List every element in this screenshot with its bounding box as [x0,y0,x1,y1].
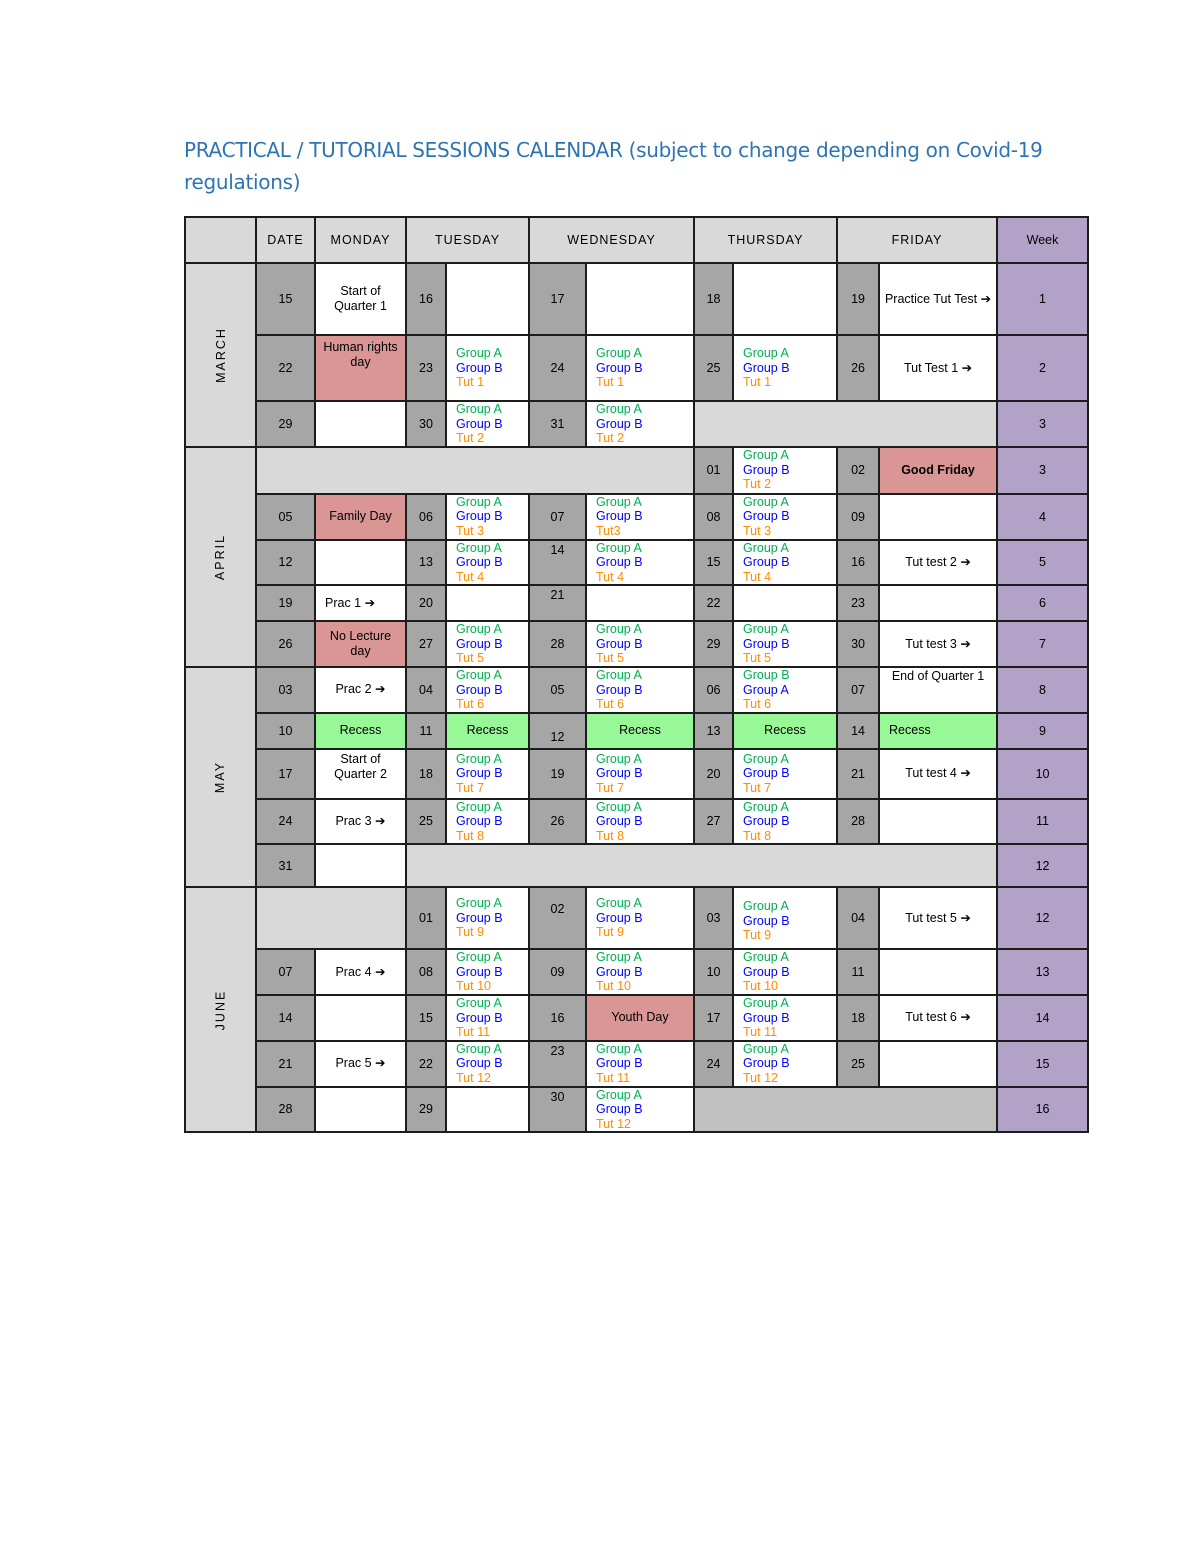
table-row [185,799,1088,845]
group-cell: Group A Group B Tut 9 [733,887,837,949]
recess-cell: Recess [879,713,997,749]
event-tut-test-6: Tut test 6 ➔ [879,995,997,1041]
group-cell: Group A Group B Tut3 [586,494,694,540]
corner-cell [185,217,256,263]
group-cell: Group A Group B Tut 1 [446,335,529,401]
week-number: 11 [997,799,1088,845]
week-number: 2 [997,335,1088,401]
event-tut-test-2: Tut test 2 ➔ [879,540,997,586]
header-monday: MONDAY [315,217,406,263]
group-cell: Group A Group B Tut 10 [733,949,837,995]
event-tut-test-5: Tut test 5 ➔ [879,887,997,949]
week-number: 16 [997,1087,1088,1133]
week-number: 8 [997,667,1088,713]
empty-cell [315,401,406,447]
recess-cell: Recess [586,713,694,749]
group-cell: Group B Group A Tut 6 [733,667,837,713]
group-cell: Group A Group B Tut 1 [586,335,694,401]
date-cell: 25 [406,799,446,845]
date-cell: 16 [529,995,586,1041]
group-cell: Group A Group B Tut 5 [446,621,529,667]
date-cell: 10 [694,949,733,995]
empty-cell [879,949,997,995]
group-cell: Group A Group B Tut 8 [586,799,694,845]
week-number: 6 [997,585,1088,621]
date-cell: 13 [694,713,733,749]
date-cell: 21 [837,749,879,799]
date-cell: 09 [837,494,879,540]
date-cell: 12 [256,540,315,586]
date-cell: 16 [837,540,879,586]
group-cell: Group A Group B Tut 2 [446,401,529,447]
table-row [185,713,1088,749]
event-prac-3: Prac 3 ➔ [315,799,406,845]
date-cell: 28 [256,1087,315,1133]
recess-cell: Recess [315,713,406,749]
empty-cell [315,995,406,1041]
group-cell: Group A Group B Tut 8 [733,799,837,845]
empty-cell [733,585,837,621]
date-cell: 05 [529,667,586,713]
month-june: JUNE [185,887,256,1132]
table-row [185,667,1088,713]
event-tut-test-3: Tut test 3 ➔ [879,621,997,667]
date-cell: 23 [406,335,446,401]
empty-cell [446,585,529,621]
table-row [185,585,1088,621]
date-cell: 03 [694,887,733,949]
table-row [185,844,1088,887]
week-number: 5 [997,540,1088,586]
event-human-rights-day: Human rights day [315,335,406,401]
date-cell: 02 [529,887,586,949]
month-march: MARCH [185,263,256,447]
date-cell: 19 [256,585,315,621]
date-cell: 25 [837,1041,879,1087]
date-cell: 26 [837,335,879,401]
date-cell: 31 [256,844,315,887]
date-cell: 07 [529,494,586,540]
group-cell: Group A Group B Tut 3 [446,494,529,540]
date-cell: 08 [694,494,733,540]
group-cell: Group A Group B Tut 2 [733,447,837,494]
date-cell: 24 [694,1041,733,1087]
empty-span-cell [256,447,694,494]
week-number: 15 [997,1041,1088,1087]
date-cell: 18 [406,749,446,799]
group-cell: Group A Group B Tut 9 [446,887,529,949]
empty-cell [315,844,406,887]
date-cell: 30 [406,401,446,447]
header-tuesday: TUESDAY [406,217,529,263]
date-cell: 30 [837,621,879,667]
recess-cell: Recess [733,713,837,749]
date-cell: 11 [406,713,446,749]
empty-cell [586,263,694,335]
date-cell: 19 [837,263,879,335]
date-cell: 16 [406,263,446,335]
month-april: APRIL [185,447,256,668]
event-good-friday: Good Friday [879,447,997,494]
header-wednesday: WEDNESDAY [529,217,694,263]
group-cell: Group A Group B Tut 4 [586,540,694,586]
date-cell: 12 [529,713,586,749]
event-end-quarter-1: End of Quarter 1 [879,667,997,713]
group-cell: Group A Group B Tut 11 [446,995,529,1041]
group-cell: Group A Group B Tut 7 [586,749,694,799]
table-row [185,335,1088,401]
date-cell: 18 [694,263,733,335]
empty-span-cell [406,844,997,887]
recess-cell: Recess [446,713,529,749]
date-cell: 25 [694,335,733,401]
event-practice-tut-test: Practice Tut Test ➔ [879,263,997,335]
date-cell: 28 [837,799,879,845]
date-cell: 07 [837,667,879,713]
date-cell: 28 [529,621,586,667]
group-cell: Group A Group B Tut 12 [733,1041,837,1087]
week-number: 12 [997,844,1088,887]
header-row [185,217,1088,263]
group-cell: Group A Group B Tut 7 [446,749,529,799]
event-prac-4: Prac 4 ➔ [315,949,406,995]
week-number: 12 [997,887,1088,949]
event-tut-test-4: Tut test 4 ➔ [879,749,997,799]
date-cell: 08 [406,949,446,995]
event-prac-1: Prac 1 ➔ [315,585,406,621]
week-number: 13 [997,949,1088,995]
table-row [185,749,1088,799]
empty-cell [879,585,997,621]
group-cell: Group A Group B Tut 2 [586,401,694,447]
group-cell: Group A Group B Tut 7 [733,749,837,799]
table-row [185,995,1088,1041]
group-cell: Group A Group B Tut 6 [446,667,529,713]
group-cell: Group A Group B Tut 4 [733,540,837,586]
date-cell: 01 [406,887,446,949]
week-number: 9 [997,713,1088,749]
date-cell: 24 [256,799,315,845]
empty-cell [733,263,837,335]
date-cell: 06 [406,494,446,540]
group-cell: Group A Group B Tut 9 [586,887,694,949]
date-cell: 23 [837,585,879,621]
week-number: 1 [997,263,1088,335]
date-cell: 29 [406,1087,446,1133]
table-row [185,401,1088,447]
date-cell: 20 [694,749,733,799]
date-cell: 18 [837,995,879,1041]
date-cell: 15 [256,263,315,335]
date-cell: 09 [529,949,586,995]
date-cell: 02 [837,447,879,494]
date-cell: 13 [406,540,446,586]
date-cell: 26 [529,799,586,845]
table-row [185,494,1088,540]
empty-span-cell [694,1087,997,1133]
date-cell: 14 [837,713,879,749]
date-cell: 22 [694,585,733,621]
date-cell: 30 [529,1087,586,1133]
date-cell: 29 [256,401,315,447]
month-may: MAY [185,667,256,887]
empty-cell [879,799,997,845]
event-prac-2: Prac 2 ➔ [315,667,406,713]
group-cell: Group A Group B Tut 3 [733,494,837,540]
event-prac-5: Prac 5 ➔ [315,1041,406,1087]
group-cell: Group A Group B Tut 1 [733,335,837,401]
group-cell: Group A Group B Tut 11 [733,995,837,1041]
date-cell: 14 [256,995,315,1041]
table-row [185,263,1088,335]
date-cell: 21 [256,1041,315,1087]
empty-cell [446,263,529,335]
date-cell: 27 [406,621,446,667]
date-cell: 06 [694,667,733,713]
week-number: 3 [997,447,1088,494]
date-cell: 22 [256,335,315,401]
empty-cell [446,1087,529,1133]
date-cell: 24 [529,335,586,401]
header-week: Week [997,217,1088,263]
table-row [185,949,1088,995]
group-cell: Group A Group B Tut 12 [446,1041,529,1087]
week-number: 10 [997,749,1088,799]
date-cell: 27 [694,799,733,845]
date-cell: 29 [694,621,733,667]
date-cell: 01 [694,447,733,494]
group-cell: Group A Group B Tut 4 [446,540,529,586]
date-cell: 05 [256,494,315,540]
sessions-calendar-table [184,216,1089,1133]
empty-cell [879,494,997,540]
date-cell: 07 [256,949,315,995]
date-cell: 03 [256,667,315,713]
date-cell: 17 [529,263,586,335]
event-no-lecture-day: No Lecture day [315,621,406,667]
date-cell: 14 [529,540,586,586]
event-start-quarter-2: Start of Quarter 2 [315,749,406,799]
group-cell: Group A Group B Tut 10 [446,949,529,995]
event-family-day: Family Day [315,494,406,540]
date-cell: 31 [529,401,586,447]
date-cell: 11 [837,949,879,995]
table-row [185,1087,1088,1133]
table-row [185,621,1088,667]
table-row [185,1041,1088,1087]
date-cell: 04 [406,667,446,713]
week-number: 3 [997,401,1088,447]
event-start-quarter-1: Start of Quarter 1 [315,263,406,335]
date-cell: 17 [694,995,733,1041]
table-row [185,540,1088,586]
date-cell: 10 [256,713,315,749]
date-cell: 17 [256,749,315,799]
table-row [185,887,1088,949]
empty-span-cell [694,401,997,447]
date-cell: 26 [256,621,315,667]
table-row [185,447,1088,494]
date-cell: 21 [529,585,586,621]
event-tut-test-1: Tut Test 1 ➔ [879,335,997,401]
empty-span-cell [256,887,406,949]
group-cell: Group A Group B Tut 6 [586,667,694,713]
header-friday: FRIDAY [837,217,997,263]
group-cell: Group A Group B Tut 12 [586,1087,694,1133]
group-cell: Group A Group B Tut 5 [586,621,694,667]
empty-cell [315,1087,406,1133]
group-cell: Group A Group B Tut 5 [733,621,837,667]
empty-cell [315,540,406,586]
empty-cell [879,1041,997,1087]
group-cell: Group A Group B Tut 11 [586,1041,694,1087]
group-cell: Group A Group B Tut 10 [586,949,694,995]
header-thursday: THURSDAY [694,217,837,263]
week-number: 14 [997,995,1088,1041]
week-number: 4 [997,494,1088,540]
date-cell: 23 [529,1041,586,1087]
date-cell: 04 [837,887,879,949]
week-number: 7 [997,621,1088,667]
empty-cell [586,585,694,621]
event-youth-day: Youth Day [586,995,694,1041]
date-cell: 15 [406,995,446,1041]
date-cell: 19 [529,749,586,799]
date-cell: 15 [694,540,733,586]
group-cell: Group A Group B Tut 8 [446,799,529,845]
date-cell: 22 [406,1041,446,1087]
page-title: PRACTICAL / TUTORIAL SESSIONS CALENDAR (subject to change depending on Covid-19 regulations) [184,138,1043,194]
header-date: DATE [256,217,315,263]
date-cell: 20 [406,585,446,621]
